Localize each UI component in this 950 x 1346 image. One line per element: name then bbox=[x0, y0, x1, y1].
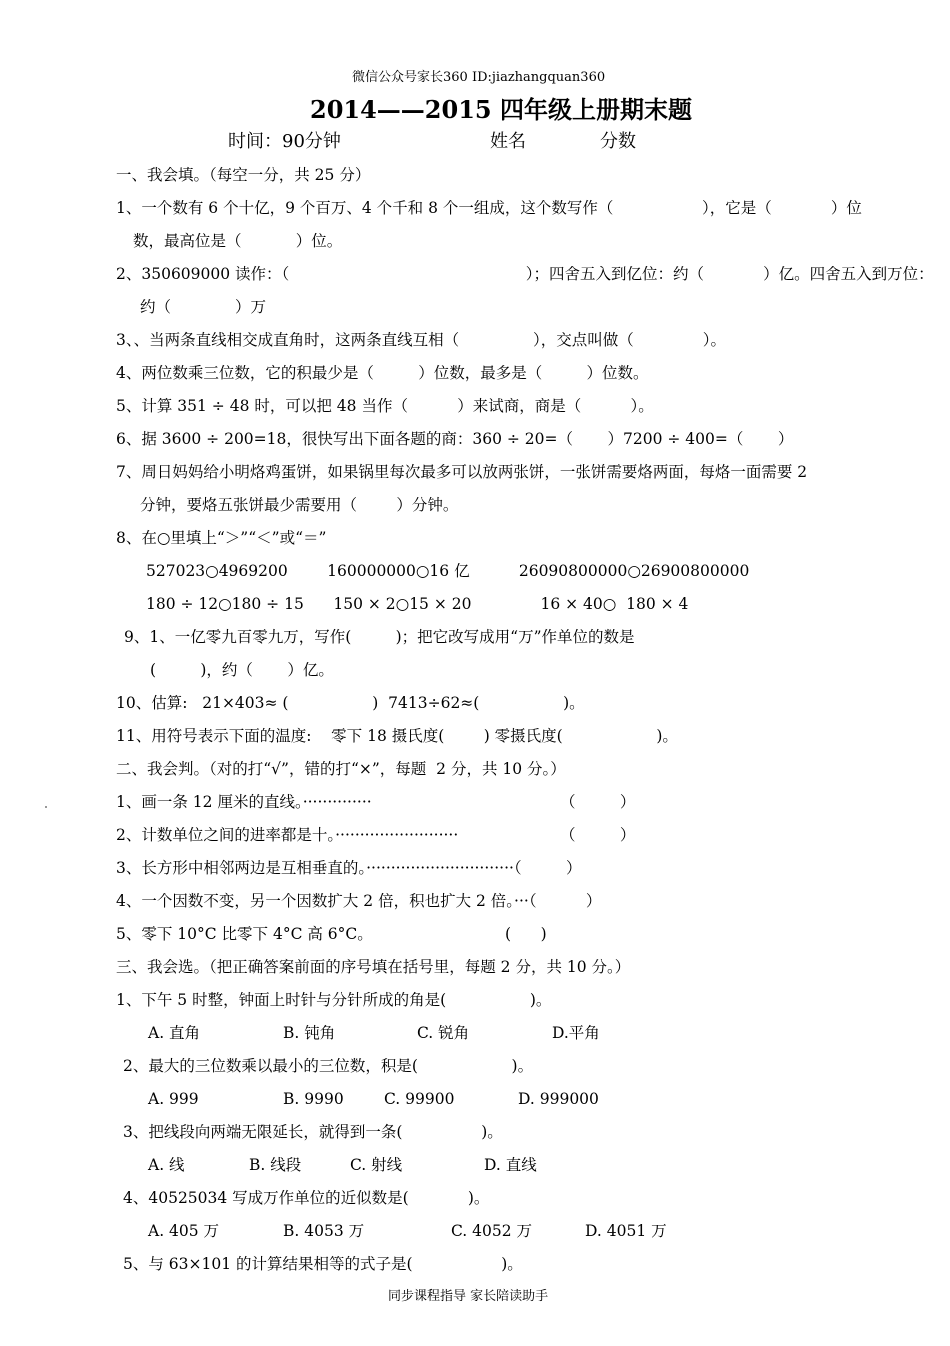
question-line: 3、、当两条直线相交成直角时，这两条直线互相（ ），交点叫做（ ）。 bbox=[116, 331, 726, 349]
judge-item: 3、长方形中相邻两边是互相垂直的。······························（ ） bbox=[116, 859, 582, 877]
judge-item: 5、零下 10°C 比零下 4°C 高 6°C。 bbox=[116, 925, 373, 943]
section-2-heading: 二、我会判。（对的打“√”，错的打“×”，每题 2 分，共 10 分。） bbox=[116, 760, 566, 778]
score-label: 分数 bbox=[600, 131, 636, 152]
option: B. 4053 万 bbox=[283, 1222, 365, 1240]
question-line: 8、在○里填上“＞”“＜”或“＝” bbox=[116, 529, 327, 547]
question-line: 9、1、一亿零九百零九万，写作( )；把它改写成用“万”作单位的数是 bbox=[124, 628, 635, 646]
option: C. 射线 bbox=[350, 1156, 403, 1174]
question-line: 5、计算 351 ÷ 48 时，可以把 48 当作（ ）来试商，商是（ ）。 bbox=[116, 397, 654, 415]
compare-row: 527023○4969200 160000000○16 亿 26090800000○26900800000 bbox=[146, 562, 750, 580]
page-header: 微信公众号家长360 ID:jiazhangquan360 bbox=[352, 70, 606, 85]
judge-item: 2、计数单位之间的进率都是十。························· bbox=[116, 826, 459, 844]
option: A. 405 万 bbox=[148, 1222, 220, 1240]
option: B. 线段 bbox=[249, 1156, 302, 1174]
question-line: 10、估算: 21×403≈ ( ) 7413÷62≈( )。 bbox=[116, 694, 585, 712]
question-line: 6、据 3600 ÷ 200=18，很快写出下面各题的商：360 ÷ 20=（ ）7200 ÷ 400=（ ） bbox=[116, 430, 794, 448]
stray-dot bbox=[45, 806, 47, 808]
choice-question: 4、40525034 写成万作单位的近似数是( )。 bbox=[123, 1189, 490, 1207]
compare-row: 180 ÷ 12○180 ÷ 15 150 × 2○15 × 20 16 × 40○ 180 × 4 bbox=[146, 595, 689, 613]
question-line: ( )，约（ ）亿。 bbox=[150, 661, 334, 679]
choice-question: 3、把线段向两端无限延长，就得到一条( )。 bbox=[123, 1123, 503, 1141]
option: C. 99900 bbox=[384, 1090, 455, 1108]
question-line: 2、350609000 读作：（ ）；四舍五入到亿位：约（ ）亿。四舍五入到万位： bbox=[116, 265, 934, 283]
judge-item: 1、画一条 12 厘米的直线。·············· bbox=[116, 793, 372, 811]
question-line: 分钟，要烙五张饼最少需要用（ ）分钟。 bbox=[140, 496, 459, 514]
option: A. 直角 bbox=[148, 1024, 201, 1042]
time-label: 时间：90分钟 bbox=[228, 131, 341, 152]
name-label: 姓名 bbox=[490, 131, 526, 152]
question-line: 11、用符号表示下面的温度: 零下 18 摄氏度( ) 零摄氏度( )。 bbox=[116, 727, 678, 745]
option: D.平角 bbox=[552, 1024, 600, 1042]
page-title: 2014——2015 四年级上册期末题 bbox=[310, 95, 692, 124]
question-line: 7、周日妈妈给小明烙鸡蛋饼，如果锅里每次最多可以放两张饼，一张饼需要烙两面，每烙一面需要 2 bbox=[116, 463, 808, 481]
question-line: 1、一个数有 6 个十亿，9 个百万、4 个千和 8 个一组成，这个数写作（ ），它是（ ）位 bbox=[116, 199, 862, 217]
answer-paren: （ ） bbox=[560, 793, 636, 811]
option: D. 999000 bbox=[518, 1090, 599, 1108]
section-3-heading: 三、我会选。（把正确答案前面的序号填在括号里，每题 2 分，共 10 分。） bbox=[116, 958, 631, 976]
option: C. 4052 万 bbox=[451, 1222, 533, 1240]
section-1-heading: 一、我会填。（每空一分，共 25 分） bbox=[116, 166, 371, 184]
option: A. 线 bbox=[148, 1156, 185, 1174]
option: D. 直线 bbox=[484, 1156, 537, 1174]
choice-question: 5、与 63×101 的计算结果相等的式子是( )。 bbox=[123, 1255, 523, 1273]
judge-item: 4、一个因数不变，另一个因数扩大 2 倍，积也扩大 2 倍。···（ ） bbox=[116, 892, 602, 910]
answer-paren: ( ) bbox=[505, 925, 547, 943]
choice-question: 1、下午 5 时整，钟面上时针与分针所成的角是( )。 bbox=[116, 991, 552, 1009]
question-line: 约（ ）万 bbox=[140, 298, 267, 316]
page-footer: 同步课程指导 家长陪读助手 bbox=[388, 1289, 549, 1304]
question-line: 4、两位数乘三位数，它的积最少是（ ）位数，最多是（ ）位数。 bbox=[116, 364, 649, 382]
question-line: 数，最高位是（ ）位。 bbox=[133, 232, 343, 250]
option: C. 锐角 bbox=[417, 1024, 470, 1042]
option: B. 钝角 bbox=[283, 1024, 336, 1042]
option: A. 999 bbox=[148, 1090, 199, 1108]
option: B. 9990 bbox=[283, 1090, 344, 1108]
answer-paren: （ ） bbox=[560, 826, 636, 844]
choice-question: 2、最大的三位数乘以最小的三位数，积是( )。 bbox=[123, 1057, 534, 1075]
option: D. 4051 万 bbox=[585, 1222, 667, 1240]
